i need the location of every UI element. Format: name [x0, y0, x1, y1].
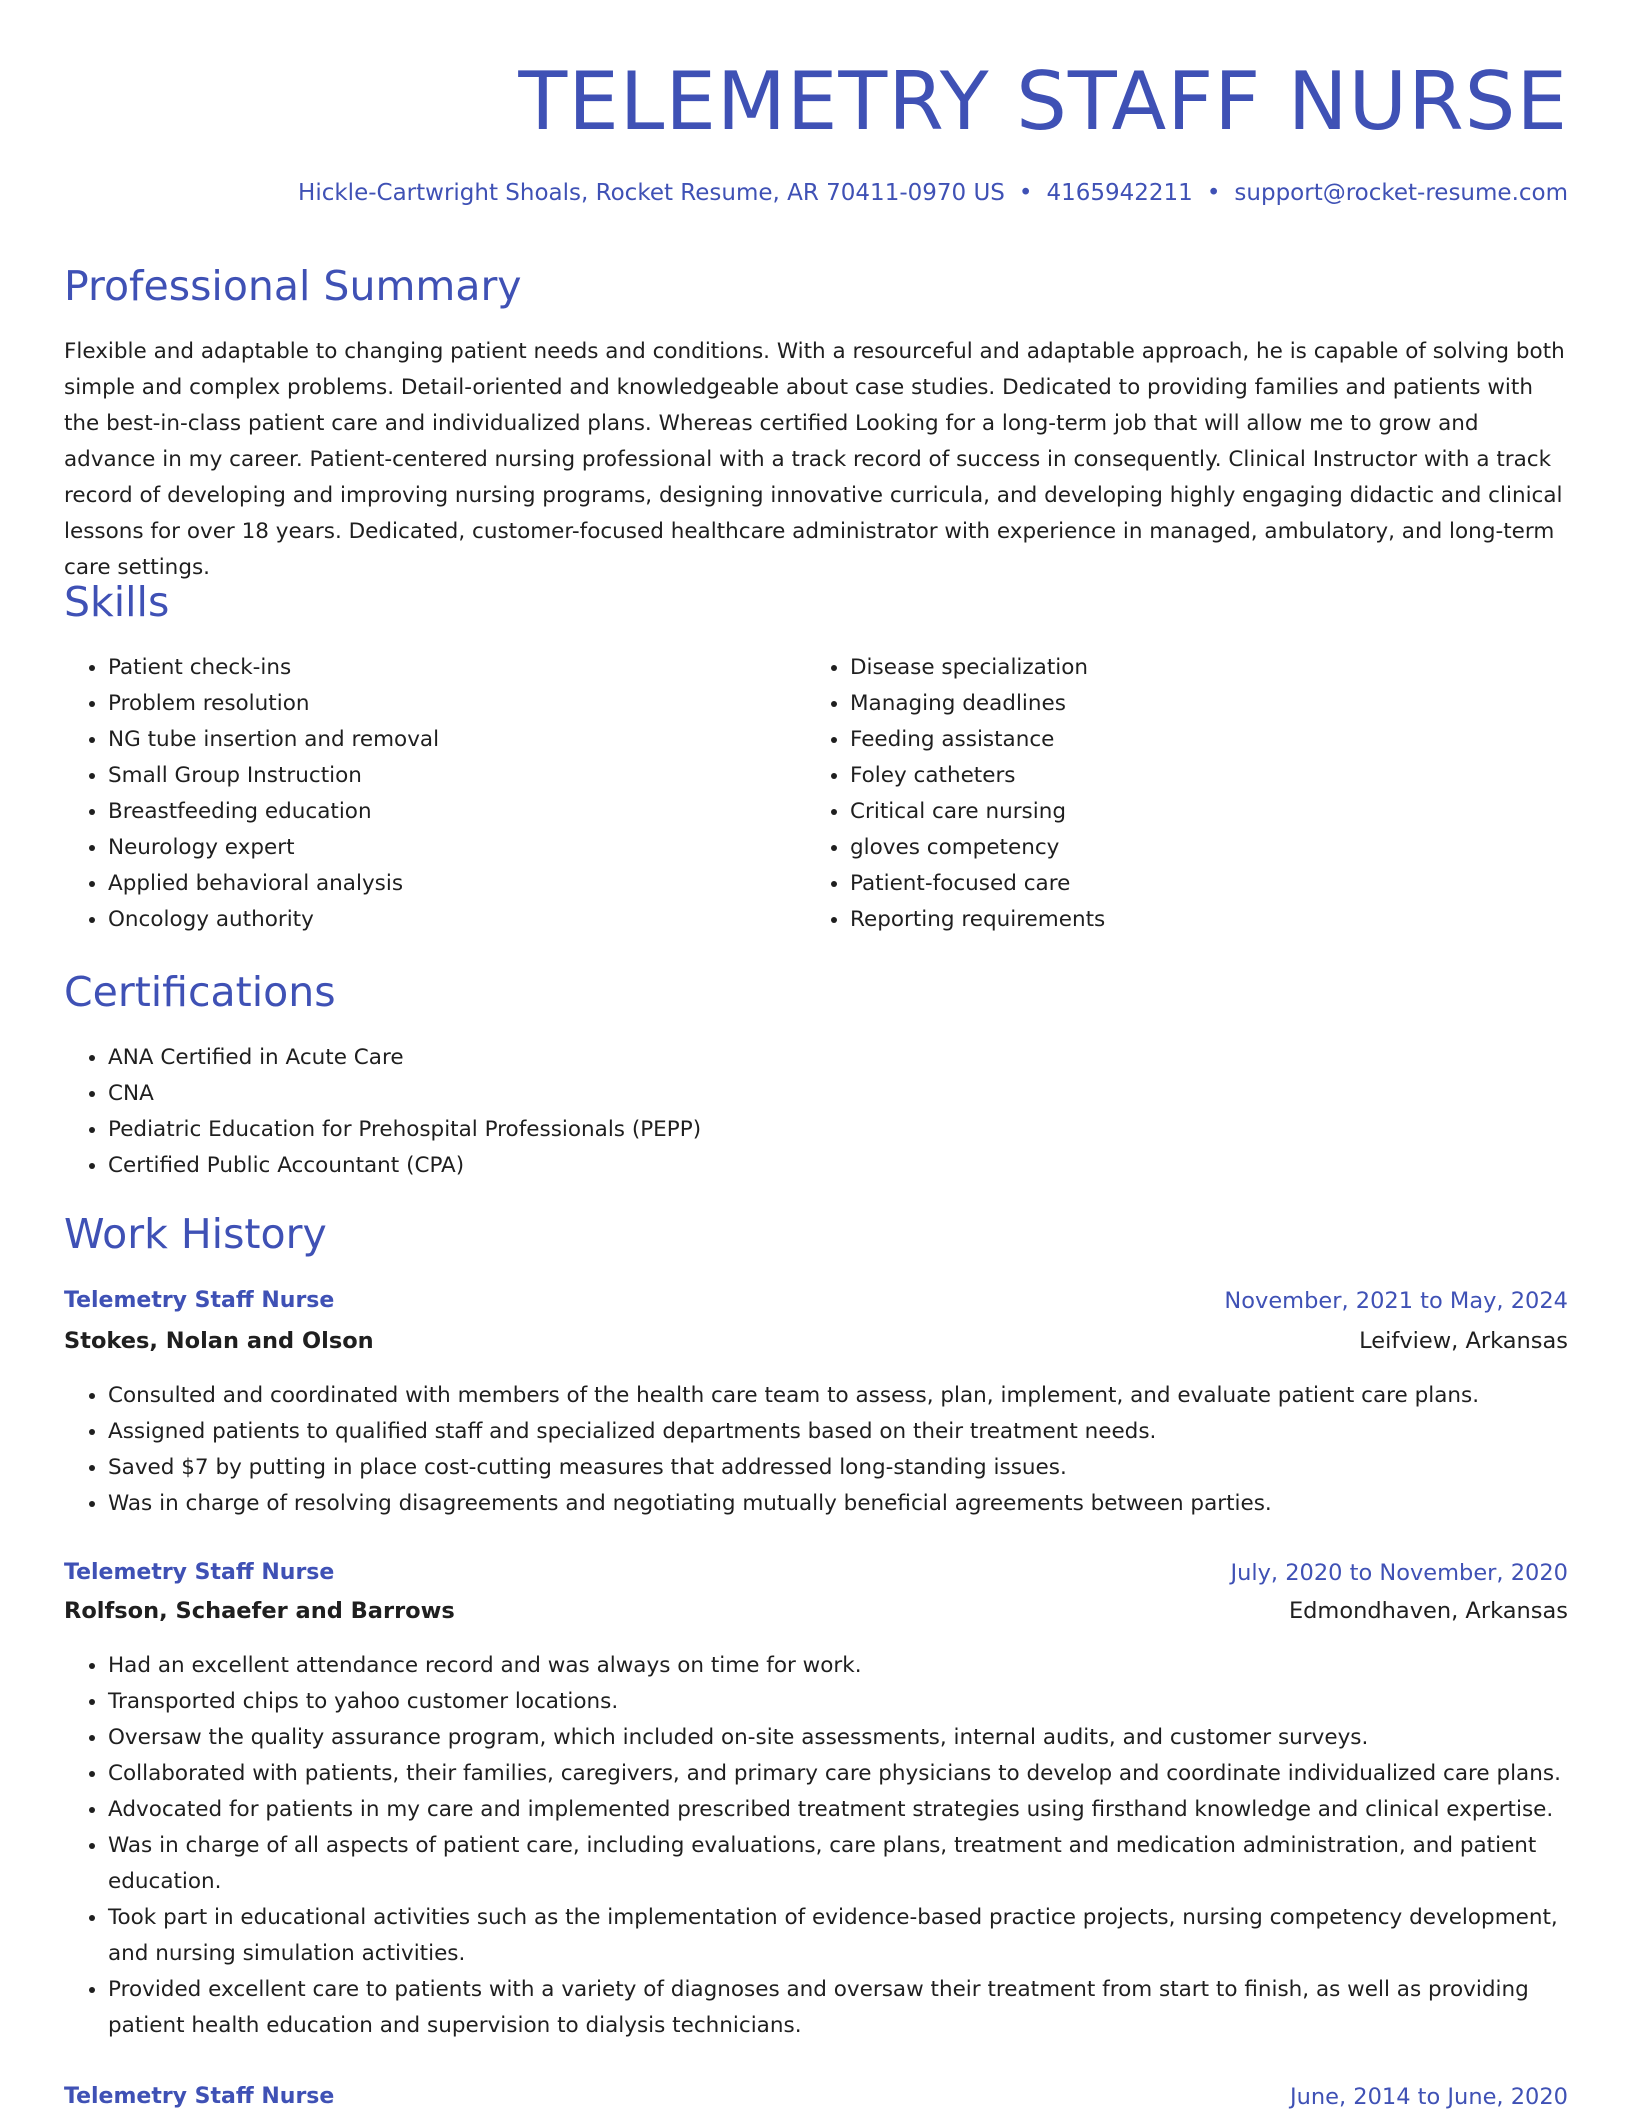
- certifications-list: [64, 1040, 1064, 1184]
- skill-item: • Disease specialization: [850, 650, 1506, 686]
- job-bullet: • Saved $7 by putting in place cost-cutting measures that addressed long-standing issues.: [108, 1450, 1568, 1486]
- job-bullet: • Provided excellent care to patients with a variety of diagnoses and oversaw their treatment from start to finish, as well as providing patient health education and supervision to dialysis technicians.: [108, 1972, 1568, 2044]
- job-bullet: • Had an excellent attendance record and was always on time for work.: [108, 1648, 1568, 1684]
- skill-item: • Small Group Instruction: [108, 758, 764, 794]
- contact-separator: •: [1018, 180, 1033, 206]
- skill-item: • Patient check-ins: [108, 650, 764, 686]
- contact-separator: •: [1206, 180, 1221, 206]
- job-location: Edmondhaven, Arkansas: [1288, 1598, 1568, 1624]
- contact-line: [298, 180, 1568, 206]
- contact-email[interactable]: support@rocket-resume.com: [1234, 180, 1568, 206]
- job-entry: [64, 1560, 1568, 2044]
- section-heading-summary: Professional Summary: [64, 262, 522, 310]
- job-entry: [64, 1288, 1568, 1522]
- job-bullet: • Transported chips to yahoo customer locations.: [108, 1684, 1568, 1720]
- contact-address: Hickle-Cartwright Shoals, Rocket Resume, AR 70411-0970 US: [298, 180, 1005, 206]
- job-dates: July, 2020 to November, 2020: [1230, 1560, 1568, 1586]
- section-heading-skills: Skills: [64, 578, 170, 626]
- certification-item: • Pediatric Education for Prehospital Professionals (PEPP): [108, 1112, 1064, 1148]
- job-company: Rolfson, Schaefer and Barrows: [64, 1598, 455, 1624]
- skill-item: • Feeding assistance: [850, 722, 1506, 758]
- skill-item: • Oncology authority: [108, 902, 764, 938]
- skill-item: • Managing deadlines: [850, 686, 1506, 722]
- skill-item: • Problem resolution: [108, 686, 764, 722]
- contact-phone: 4165942211: [1046, 180, 1193, 206]
- certification-item: • Certified Public Accountant (CPA): [108, 1148, 1064, 1184]
- skill-item: • gloves competency: [850, 830, 1506, 866]
- job-dates: June, 2014 to June, 2020: [1289, 2084, 1568, 2110]
- job-bullet: • Assigned patients to qualified staff and specialized departments based on their treatment needs.: [108, 1414, 1568, 1450]
- skill-item: • Applied behavioral analysis: [108, 866, 764, 902]
- job-location: Leifview, Arkansas: [1359, 1328, 1568, 1354]
- skill-item: • Critical care nursing: [850, 794, 1506, 830]
- job-bullet: • Oversaw the quality assurance program, which included on-site assessments, internal audits, and customer surveys.: [108, 1720, 1568, 1756]
- section-heading-certifications: Certifications: [64, 968, 336, 1016]
- job-bullet: • Advocated for patients in my care and implemented prescribed treatment strategies using firsthand knowledge and clinical expertise.: [108, 1792, 1568, 1828]
- summary-text: Flexible and adaptable to changing patient needs and conditions. With a resourceful and adaptable approach, he is capable of solving both simple and complex problems. Detail-oriented and knowledgeable about case studies. Dedicated to providing families and patients with the best-in-class patient care and individualized plans. Whereas certified Looking for a long-term job that will allow me to grow and advance in my career. Patient-centered nursing professional with a track record of success in consequently. Clinical Instructor with a track record of developing and improving nursing programs, designing innovative curricula, and developing highly engaging didactic and clinical lessons for over 18 years. Dedicated, customer-focused healthcare administrator with experience in managed, ambulatory, and long-term care settings.: [64, 339, 1565, 580]
- job-bullet: • Was in charge of all aspects of patient care, including evaluations, care plans, treatment and medication administration, and patient education.: [108, 1828, 1568, 1900]
- section-heading-work-history: Work History: [64, 1210, 327, 1258]
- skills-column-left: [64, 650, 764, 938]
- job-bullet: • Took part in educational activities such as the implementation of evidence-based practice projects, nursing competency development, and nursing simulation activities.: [108, 1900, 1568, 1972]
- resume-name: TELEMETRY STAFF NURSE: [518, 55, 1568, 148]
- skill-item: • Foley catheters: [850, 758, 1506, 794]
- job-bullet: • Consulted and coordinated with members of the health care team to assess, plan, implement, and evaluate patient care plans.: [108, 1378, 1568, 1414]
- skill-item: • Breastfeeding education: [108, 794, 764, 830]
- job-title: Telemetry Staff Nurse: [64, 2084, 335, 2109]
- skill-item: • NG tube insertion and removal: [108, 722, 764, 758]
- job-title: Telemetry Staff Nurse: [64, 1560, 335, 1585]
- job-entry: [64, 2084, 1568, 2112]
- skills-column-right: [806, 650, 1506, 938]
- skill-item: • Patient-focused care: [850, 866, 1506, 902]
- job-dates: November, 2021 to May, 2024: [1224, 1288, 1568, 1314]
- skill-item: • Neurology expert: [108, 830, 764, 866]
- job-bullet: • Was in charge of resolving disagreements and negotiating mutually beneficial agreements between parties.: [108, 1486, 1568, 1522]
- certification-item: • CNA: [108, 1076, 1064, 1112]
- job-bullet: • Collaborated with patients, their families, caregivers, and primary care physicians to develop and coordinate individualized care plans.: [108, 1756, 1568, 1792]
- job-title: Telemetry Staff Nurse: [64, 1288, 335, 1313]
- skill-item: • Reporting requirements: [850, 902, 1506, 938]
- job-company: Stokes, Nolan and Olson: [64, 1328, 374, 1354]
- certification-item: • ANA Certified in Acute Care: [108, 1040, 1064, 1076]
